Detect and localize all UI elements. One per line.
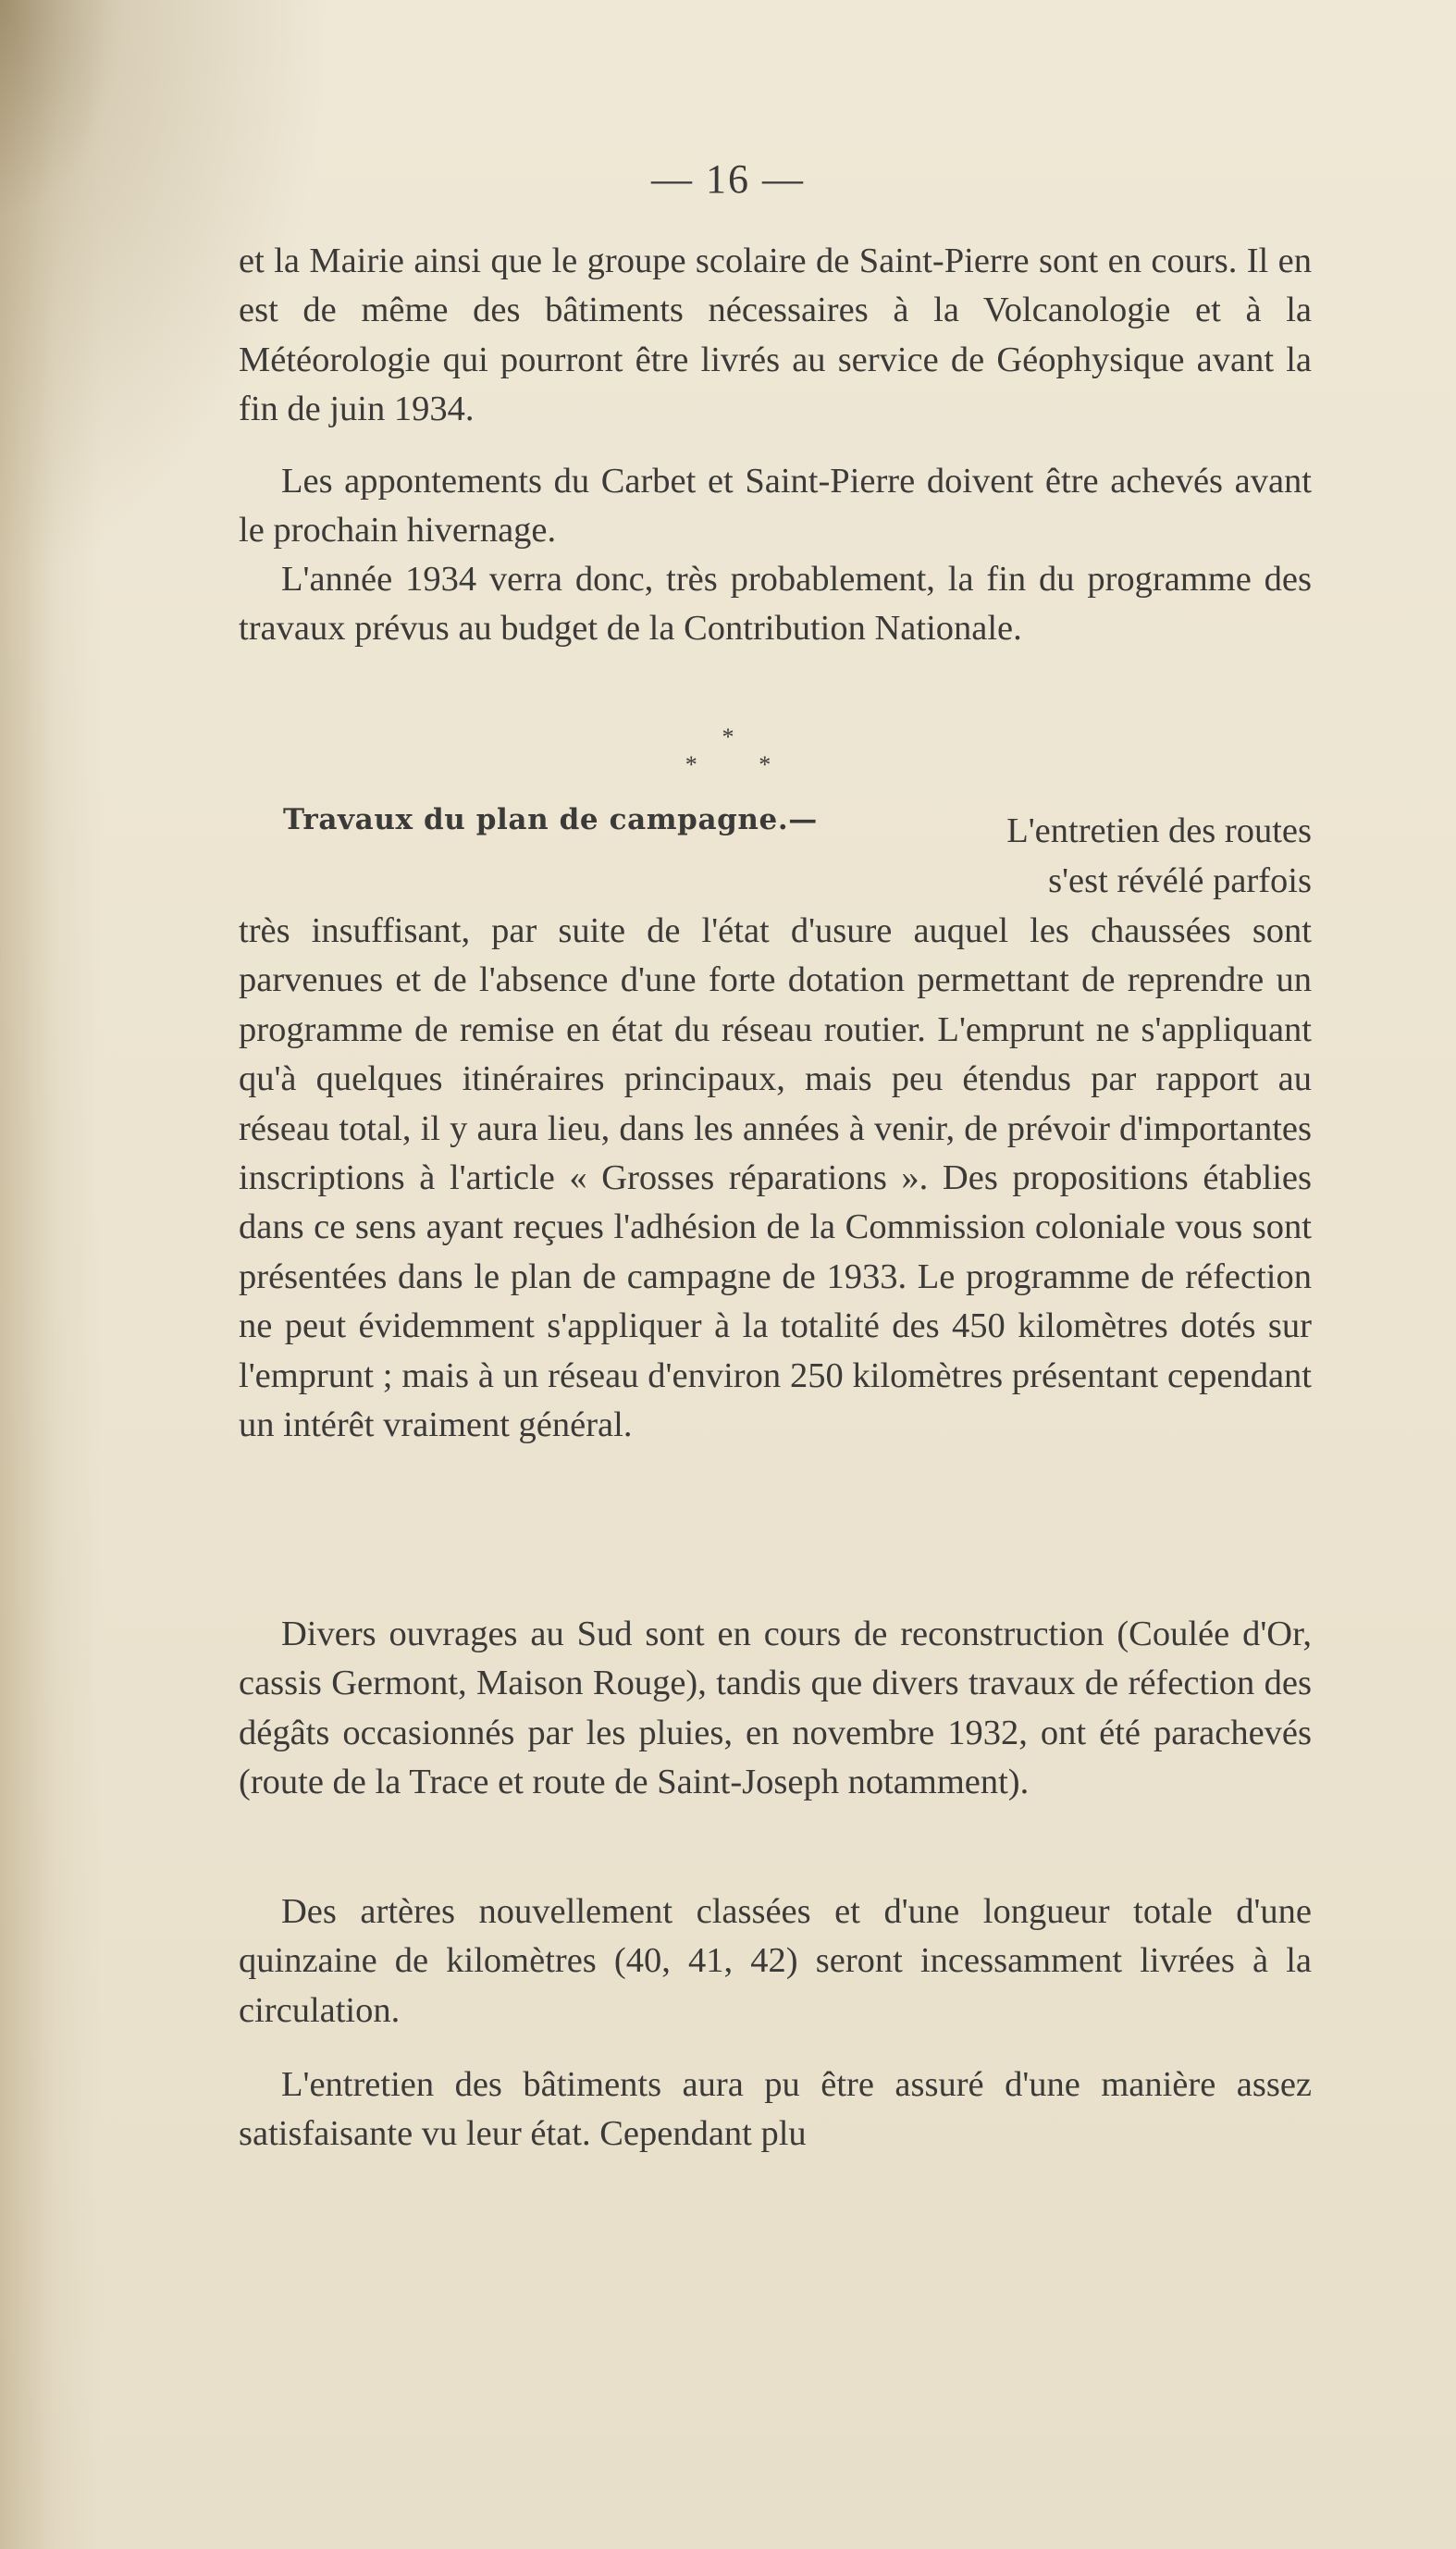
paragraph-annee-1934 [239,555,1312,654]
paragraph-text: et la Mairie ainsi que le groupe scolaire de Saint-Pierre sont en cours. Il en est de même des bâtiments nécessaires à la Volcanologie et à la Météorologie qui pourront être livrés au service de Géophysique avant la fin de juin 1934. [239,241,1312,429]
paragraph-ouvrages-sud [239,1610,1312,1808]
asterism-bottom: * * [685,751,799,778]
section-title: Travaux du plan de campagne.— [283,803,818,836]
paragraph-mairie [239,237,1312,435]
paragraph-text: Les appontements du Carbet et Saint-Pierre doivent être achevés avant le prochain hivernage. [239,462,1312,551]
page-number: — 16 — [651,156,805,202]
paragraph-text: L'année 1934 verra donc, très probablement, la fin du programme des travaux prévus au budget de la Contribution Nationale. [239,560,1312,649]
section-lead-line-2: s'est révélé parfois [1048,861,1312,900]
paragraph-arteres [239,1887,1312,2035]
paragraph-batiments [239,2060,1312,2159]
paragraph-text: Divers ouvrages au Sud sont en cours de reconstruction (Coulée d'Or, cassis Germont, Maison Rouge), tandis que divers travaux de réfection des dégâts occasionnés par les pluies, en novembre 1932, ont été parachevés (route de la Trace et route de Saint-Joseph notamment). [239,1615,1312,1802]
paragraph-appontements [239,457,1312,556]
paragraph-text: très insuffisant, par suite de l'état d'usure auquel les chaussées sont parvenues et de l'absence d'une forte dotation permettant de reprendre un programme de remise en état du réseau routier. L'emprunt ne s'appliquant qu'à quelques itinéraires principaux, mais peu étendus par rapport au réseau total, il y aura lieu, dans les années à venir, de prévoir d'importantes inscriptions à l'article « Grosses réparations ». Des propositions établies dans ce sens ayant reçues l'adhésion de la Commission coloniale vous sont présentées dans le plan de campagne de 1933. Le programme de réfection ne peut évidemment s'appliquer à la totalité des 450 kilomètres dotés sur l'emprunt ; mais à un réseau d'environ 250 kilomètres présentant cependant un intérêt vraiment général. [239,911,1312,1445]
paragraph-text: Des artères nouvellement classées et d'une longueur totale d'une quinzaine de kilomètres (40, 41, 42) seront incessamment livrées à la circulation. [239,1892,1312,2030]
paragraph-text: L'entretien des bâtiments aura pu être assuré d'une manière assez satisfaisante vu leur état. Cependant plu [239,2065,1312,2154]
paragraph-entretien-routes [239,907,1312,1450]
section-lead-line-1: L'entretien des routes [1006,811,1312,850]
asterism-top: * [722,724,734,750]
